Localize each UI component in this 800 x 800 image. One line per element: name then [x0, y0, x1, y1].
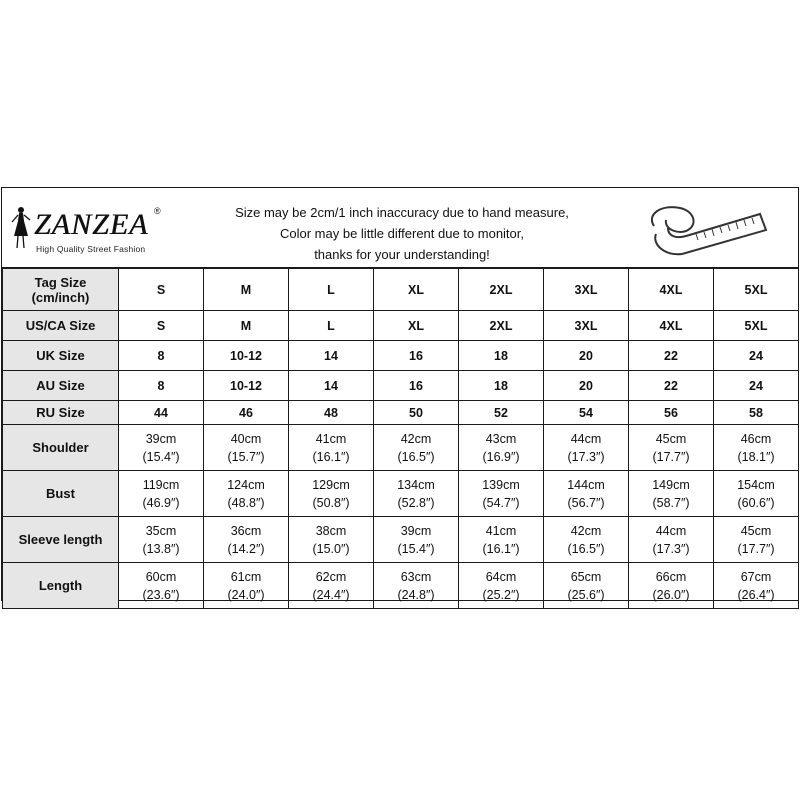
table-cell: [714, 311, 799, 341]
cell-value: 39cm: [145, 431, 177, 446]
cell-value: 10-12: [230, 378, 262, 393]
cell-value: 56: [664, 405, 678, 420]
brand-tagline: High Quality Street Fashion: [36, 244, 146, 254]
cell-value: 20: [579, 348, 593, 363]
row-label: [3, 401, 119, 425]
cell-value: L: [327, 318, 335, 333]
cell-value: XL: [408, 282, 424, 297]
table-cell: [289, 425, 374, 471]
cell-value-inch: (17.7″): [737, 541, 775, 556]
cell-value: 50: [409, 405, 423, 420]
cell-value: 36cm: [230, 523, 262, 538]
cell-value: 63cm: [400, 569, 432, 584]
cell-value-inch: (50.8″): [312, 495, 350, 510]
table-cell: [374, 269, 459, 311]
cell-value-inch: (58.7″): [652, 495, 690, 510]
cell-value-inch: (16.9″): [482, 449, 520, 464]
measurement-notice: [202, 202, 602, 265]
cell-value-inch: (17.3″): [652, 541, 690, 556]
cell-value-inch: (13.8″): [142, 541, 180, 556]
cell-value-inch: (26.4″): [737, 587, 775, 602]
row-label-text: UK Size: [36, 348, 85, 363]
table-row: [3, 563, 799, 609]
registered-mark: ®: [154, 206, 161, 216]
table-cell: [289, 371, 374, 401]
cell-value: 46: [239, 405, 253, 420]
cell-value: XL: [408, 318, 424, 333]
cell-value-inch: (16.1″): [312, 449, 350, 464]
cell-value: 44cm: [655, 523, 687, 538]
row-label-text: Tag Size: [34, 274, 87, 290]
row-label-text: (cm/inch): [31, 289, 90, 305]
cell-value: 14: [324, 378, 338, 393]
table-cell: [289, 517, 374, 563]
table-cell: [119, 311, 204, 341]
cell-value: 8: [157, 348, 165, 363]
cell-value: 41cm: [485, 523, 517, 538]
table-cell: [119, 401, 204, 425]
cell-value: 8: [157, 378, 165, 393]
table-cell: [289, 311, 374, 341]
cell-value-inch: (16.5″): [397, 449, 435, 464]
cell-value-inch: (25.2″): [482, 587, 520, 602]
table-cell: [714, 517, 799, 563]
cell-value-inch: (52.8″): [397, 495, 435, 510]
cell-value: 42cm: [570, 523, 602, 538]
table-cell: [289, 563, 374, 609]
table-cell: [629, 425, 714, 471]
cell-value: 124cm: [227, 477, 265, 492]
table-cell: [459, 563, 544, 609]
table-cell: [544, 371, 629, 401]
fashion-figure-icon: [10, 206, 32, 250]
table-cell: [374, 471, 459, 517]
table-cell: [714, 471, 799, 517]
cell-value: 129cm: [312, 477, 350, 492]
cell-value-inch: (56.7″): [567, 495, 605, 510]
table-cell: [204, 341, 289, 371]
cell-value: 44cm: [570, 431, 602, 446]
notice-line: Color may be little different due to monitor,: [280, 226, 524, 241]
cell-value: 20: [579, 378, 593, 393]
table-cell: [119, 425, 204, 471]
table-cell: [544, 311, 629, 341]
cell-value: 5XL: [744, 318, 768, 333]
table-cell: [459, 311, 544, 341]
table-row: [3, 517, 799, 563]
table-cell: [714, 401, 799, 425]
row-label: [3, 269, 119, 311]
cell-value: 22: [664, 348, 678, 363]
table-cell: [119, 517, 204, 563]
table-cell: [459, 371, 544, 401]
table-cell: [374, 371, 459, 401]
table-cell: [119, 341, 204, 371]
cell-value: 4XL: [659, 318, 683, 333]
cell-value: 10-12: [230, 348, 262, 363]
table-cell: [714, 269, 799, 311]
table-cell: [204, 471, 289, 517]
row-label: [3, 341, 119, 371]
cell-value: 40cm: [230, 431, 262, 446]
cell-value: 66cm: [655, 569, 687, 584]
table-cell: [544, 517, 629, 563]
cell-value-inch: (18.1″): [737, 449, 775, 464]
cell-value: 67cm: [740, 569, 772, 584]
table-cell: [459, 269, 544, 311]
cell-value: 119cm: [142, 477, 180, 492]
cell-value: 22: [664, 378, 678, 393]
table-cell: [629, 517, 714, 563]
table-cell: [204, 425, 289, 471]
cell-value: 54: [579, 405, 593, 420]
cell-value: 14: [324, 348, 338, 363]
cell-value-inch: (25.6″): [567, 587, 605, 602]
table-cell: [629, 471, 714, 517]
row-label-text: Shoulder: [32, 440, 89, 455]
cell-value: 5XL: [744, 282, 768, 297]
brand-name: ZANZEA: [34, 208, 149, 241]
table-cell: [544, 425, 629, 471]
cell-value: 65cm: [570, 569, 602, 584]
table-cell: [714, 563, 799, 609]
cell-value-inch: (17.7″): [652, 449, 690, 464]
cell-value-inch: (24.8″): [397, 587, 435, 602]
table-cell: [289, 269, 374, 311]
table-cell: [459, 471, 544, 517]
table-cell: [374, 517, 459, 563]
cell-value: 58: [749, 405, 763, 420]
cell-value-inch: (48.8″): [227, 495, 265, 510]
cell-value: 41cm: [315, 431, 347, 446]
table-cell: [204, 563, 289, 609]
cell-value: 62cm: [315, 569, 347, 584]
cell-value-inch: (60.6″): [737, 495, 775, 510]
cell-value: 44: [154, 405, 168, 420]
table-cell: [544, 401, 629, 425]
row-label: [3, 517, 119, 563]
cell-value: 4XL: [659, 282, 683, 297]
table-cell: [204, 311, 289, 341]
notice-line: thanks for your understanding!: [314, 247, 490, 262]
cell-value: 38cm: [315, 523, 347, 538]
table-cell: [459, 517, 544, 563]
cell-value: 154cm: [737, 477, 775, 492]
brand-logo: [8, 202, 168, 262]
cell-value: 18: [494, 348, 508, 363]
cell-value-inch: (24.4″): [312, 587, 350, 602]
cell-value: S: [156, 318, 166, 333]
cell-value: 2XL: [489, 318, 513, 333]
table-cell: [374, 425, 459, 471]
cell-value-inch: (15.0″): [312, 541, 350, 556]
table-row: [3, 425, 799, 471]
table-cell: [119, 269, 204, 311]
table-row: [3, 269, 799, 311]
table-cell: [289, 341, 374, 371]
table-cell: [544, 341, 629, 371]
cell-value: 134cm: [397, 477, 435, 492]
cell-value: 45cm: [655, 431, 687, 446]
table-cell: [204, 371, 289, 401]
cell-value-inch: (15.7″): [227, 449, 265, 464]
cell-value-inch: (54.7″): [482, 495, 520, 510]
table-row: [3, 401, 799, 425]
cell-value-inch: (14.2″): [227, 541, 265, 556]
cell-value: 24: [749, 378, 763, 393]
cell-value: 24: [749, 348, 763, 363]
cell-value: 42cm: [400, 431, 432, 446]
table-cell: [714, 371, 799, 401]
table-row: [3, 311, 799, 341]
table-cell: [629, 341, 714, 371]
table-cell: [544, 471, 629, 517]
table-cell: [459, 425, 544, 471]
table-cell: [544, 269, 629, 311]
row-label: [3, 371, 119, 401]
table-cell: [374, 401, 459, 425]
cell-value: M: [240, 318, 252, 333]
cell-value: 149cm: [652, 477, 690, 492]
table-cell: [204, 401, 289, 425]
cell-value: 2XL: [489, 282, 513, 297]
cell-value-inch: (46.9″): [142, 495, 180, 510]
table-cell: [629, 563, 714, 609]
table-cell: [629, 311, 714, 341]
cell-value: 16: [409, 378, 423, 393]
table-cell: [629, 401, 714, 425]
cell-value-inch: (23.6″): [142, 587, 180, 602]
cell-value: 16: [409, 348, 423, 363]
table-row: [3, 471, 799, 517]
cell-value: S: [156, 282, 166, 297]
cell-value: 45cm: [740, 523, 772, 538]
table-cell: [459, 401, 544, 425]
cell-value: 43cm: [485, 431, 517, 446]
cell-value: 46cm: [740, 431, 772, 446]
table-cell: [204, 269, 289, 311]
table-cell: [119, 563, 204, 609]
table-cell: [714, 341, 799, 371]
cell-value: 18: [494, 378, 508, 393]
cell-value: 35cm: [145, 523, 177, 538]
cell-value: 60cm: [145, 569, 177, 584]
size-table: [2, 268, 799, 609]
table-cell: [629, 269, 714, 311]
cell-value-inch: (16.5″): [567, 541, 605, 556]
row-label-text: Bust: [46, 486, 75, 501]
table-cell: [374, 563, 459, 609]
table-cell: [374, 341, 459, 371]
cell-value: 48: [324, 405, 338, 420]
table-cell: [544, 563, 629, 609]
cell-value: 3XL: [574, 282, 598, 297]
table-cell: [459, 341, 544, 371]
row-label: [3, 563, 119, 609]
table-row: [3, 341, 799, 371]
cell-value-inch: (15.4″): [397, 541, 435, 556]
table-cell: [119, 471, 204, 517]
cell-value: 64cm: [485, 569, 517, 584]
row-label-text: US/CA Size: [25, 318, 96, 333]
table-cell: [119, 371, 204, 401]
table-cell: [374, 311, 459, 341]
cell-value: 139cm: [482, 477, 520, 492]
notice-line: Size may be 2cm/1 inch inaccuracy due to hand measure,: [235, 205, 569, 220]
table-cell: [289, 471, 374, 517]
table-cell: [204, 517, 289, 563]
cell-value-inch: (15.4″): [142, 449, 180, 464]
row-label-text: RU Size: [36, 405, 85, 420]
table-cell: [714, 425, 799, 471]
row-label: [3, 311, 119, 341]
cell-value: 3XL: [574, 318, 598, 333]
table-cell: [289, 401, 374, 425]
row-label-text: AU Size: [36, 378, 85, 393]
cell-value: 39cm: [400, 523, 432, 538]
cell-value-inch: (24.0″): [227, 587, 265, 602]
size-chart: [1, 187, 799, 601]
cell-value: 61cm: [230, 569, 262, 584]
row-label: [3, 471, 119, 517]
row-label: [3, 425, 119, 471]
cell-value-inch: (26.0″): [652, 587, 690, 602]
table-row: [3, 371, 799, 401]
cell-value: M: [240, 282, 252, 297]
cell-value: L: [327, 282, 335, 297]
table-cell: [629, 371, 714, 401]
cell-value-inch: (16.1″): [482, 541, 520, 556]
row-label-text: Sleeve length: [18, 532, 103, 547]
cell-value: 52: [494, 405, 508, 420]
row-label-text: Length: [38, 578, 83, 593]
cell-value-inch: (17.3″): [567, 449, 605, 464]
cell-value: 144cm: [567, 477, 605, 492]
size-chart-header: [2, 188, 798, 268]
measuring-tape-icon: [642, 196, 772, 262]
